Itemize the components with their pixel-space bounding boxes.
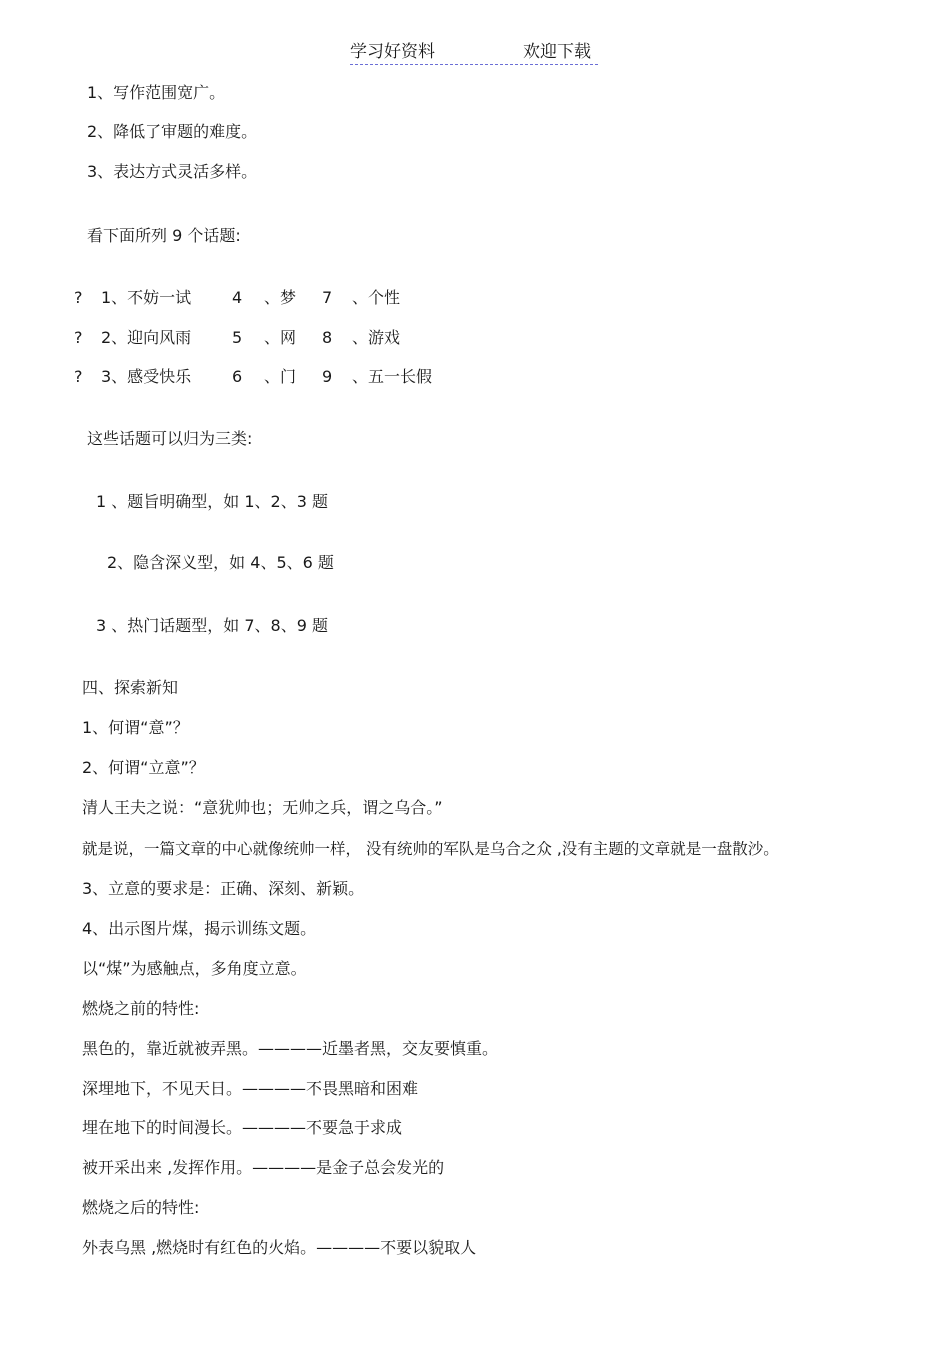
- topic-number: 9: [322, 367, 333, 386]
- category-item: 3 、热门话题型，如 7、8、9 题: [96, 616, 328, 635]
- topic-item: 、门: [264, 367, 297, 386]
- body-line: 燃烧之后的特性:: [82, 1198, 200, 1217]
- body-line: 4、出示图片煤，揭示训练文题。: [82, 919, 317, 938]
- page-header: [350, 42, 598, 65]
- intro-point: 3、表达方式灵活多样。: [87, 162, 258, 181]
- body-line: 1、何谓“意”？: [82, 718, 189, 737]
- body-line: 埋在地下的时间漫长。————不要急于求成: [82, 1118, 403, 1137]
- topic-number: 5: [232, 328, 243, 347]
- topic-bullet: ?: [74, 367, 83, 386]
- topic-item: 、五一长假: [352, 367, 433, 386]
- topic-number: 7: [322, 288, 333, 307]
- topic-item: 3、感受快乐: [101, 367, 192, 386]
- topic-item: 2、迎向风雨: [101, 328, 192, 347]
- topic-number: 4: [232, 288, 243, 307]
- header-left-text: 学习好资料: [350, 42, 435, 62]
- category-item: 1 、题旨明确型，如 1、2、3 题: [96, 492, 328, 511]
- body-line: 燃烧之前的特性:: [82, 999, 200, 1018]
- section-title: 四、探索新知: [82, 678, 179, 697]
- category-item: 2、隐含深义型，如 4、5、6 题: [107, 553, 334, 572]
- topics-intro: 看下面所列 9 个话题:: [87, 226, 241, 245]
- topic-item: 、网: [264, 328, 297, 347]
- body-line: 外表乌黑 ,燃烧时有红色的火焰。————不要以貌取人: [82, 1238, 477, 1257]
- body-line: 就是说，一篇文章的中心就像统帅一样， 没有统帅的军队是乌合之众 ,没有主题的文章就是一盘散沙。: [82, 840, 779, 858]
- body-line: 黑色的，靠近就被弄黑。————近墨者黑，交友要慎重。: [82, 1039, 499, 1058]
- body-line: 清人王夫之说：“意犹帅也；无帅之兵，谓之乌合。”: [82, 798, 443, 817]
- intro-point: 1、写作范围宽广。: [87, 83, 226, 102]
- classify-intro: 这些话题可以归为三类:: [87, 429, 253, 448]
- topic-number: 8: [322, 328, 333, 347]
- body-line: 被开采出来 ,发挥作用。————是金子总会发光的: [82, 1158, 445, 1177]
- body-line: 2、何谓“立意”？: [82, 758, 205, 777]
- body-line: 3、立意的要求是：正确、深刻、新颖。: [82, 879, 365, 898]
- topic-item: 、游戏: [352, 328, 401, 347]
- topic-bullet: ?: [74, 288, 83, 307]
- topic-item: 、个性: [352, 288, 401, 307]
- topic-bullet: ?: [74, 328, 83, 347]
- topic-number: 6: [232, 367, 243, 386]
- header-right-text: 欢迎下载: [523, 42, 591, 62]
- topic-item: 1、不妨一试: [101, 288, 192, 307]
- body-line: 深埋地下，不见天日。————不畏黑暗和困难: [82, 1079, 419, 1098]
- intro-point: 2、降低了审题的难度。: [87, 122, 258, 141]
- topic-item: 、梦: [264, 288, 297, 307]
- body-line: 以“煤”为感触点，多角度立意。: [82, 959, 307, 978]
